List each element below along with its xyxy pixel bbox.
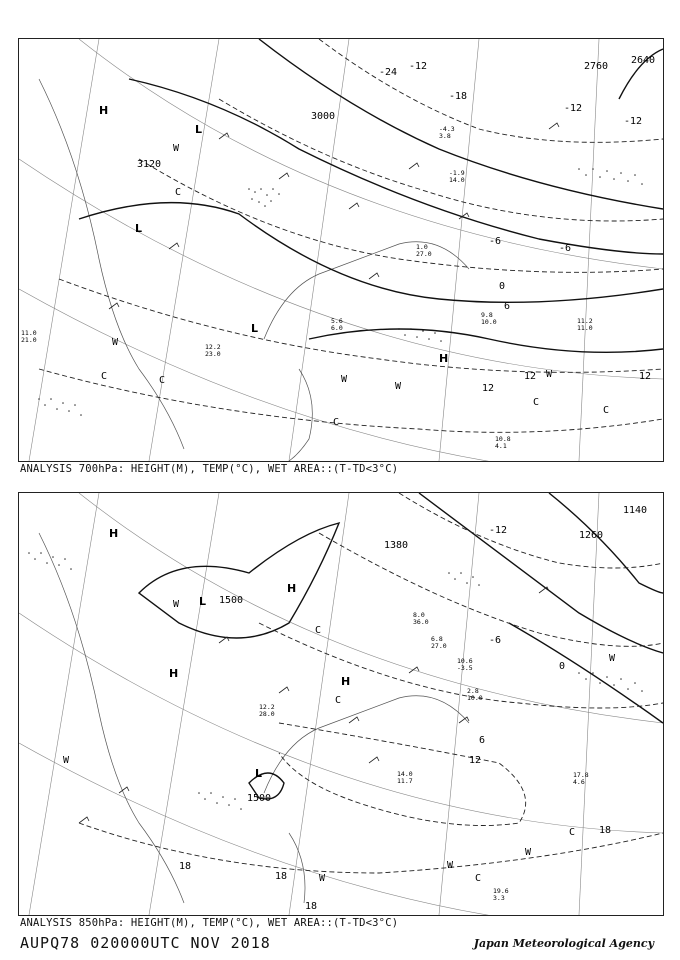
station-temp: 10.8 xyxy=(495,435,511,443)
low-center-label: L xyxy=(255,767,263,780)
temperature-label: 0 xyxy=(499,281,506,292)
wet-area-patch xyxy=(578,168,643,185)
coastlines xyxy=(39,533,469,903)
station-depression: 21.0 xyxy=(21,336,37,344)
temperature-label: 12 xyxy=(482,383,495,394)
panel-caption-850hpa: ANALYSIS 850hPa: HEIGHT(M), TEMP(°C), WET AREA::(T-TD<3°C) xyxy=(20,917,399,929)
chart-code-and-time: AUPQ78 020000UTC NOV 2018 xyxy=(20,934,271,952)
temperature-label: -12 xyxy=(489,525,508,536)
temperature-labels xyxy=(179,525,611,912)
wet-area-patch xyxy=(38,398,82,416)
temperature-label: -12 xyxy=(624,116,643,127)
warm-mark: W xyxy=(447,860,454,871)
panel-caption-700hpa: ANALYSIS 700hPa: HEIGHT(M), TEMP(°C), WET AREA::(T-TD<3°C) xyxy=(20,463,399,475)
station-temp: 8.0 xyxy=(413,611,425,619)
low-center-label: L xyxy=(199,595,207,608)
station-plot xyxy=(573,771,589,786)
station-depression: 3.8 xyxy=(439,132,451,140)
station-plot xyxy=(431,635,447,650)
station-plots xyxy=(259,611,589,902)
station-depression: 27.0 xyxy=(416,250,432,258)
warm-mark: W xyxy=(112,337,119,348)
cold-mark: C xyxy=(475,873,482,884)
station-temp: 12.2 xyxy=(259,703,275,711)
warm-mark: W xyxy=(63,755,70,766)
height-label: 1500 xyxy=(247,793,272,804)
temperature-label: 18 xyxy=(599,825,612,836)
height-label: 1260 xyxy=(579,530,604,541)
cold-mark: C xyxy=(159,375,166,386)
station-temp: 12.2 xyxy=(205,343,221,351)
map-panel-700hpa xyxy=(18,38,664,462)
station-depression: 4.6 xyxy=(573,778,585,786)
station-depression: 27.0 xyxy=(431,642,447,650)
station-depression: 11.7 xyxy=(397,777,413,785)
isotherms xyxy=(79,493,663,873)
coastlines xyxy=(39,79,469,461)
height-label: 1380 xyxy=(384,540,409,551)
station-depression: 6.0 xyxy=(331,324,343,332)
high-center-label: H xyxy=(99,104,109,117)
height-label: 3000 xyxy=(311,111,336,122)
height-label: 3120 xyxy=(137,159,162,170)
station-plot xyxy=(413,611,429,626)
station-temp: 1.0 xyxy=(416,243,428,251)
thermal-marks xyxy=(63,599,616,884)
cold-mark: C xyxy=(101,371,108,382)
station-depression: 36.0 xyxy=(413,618,429,626)
wet-area-patch xyxy=(448,572,480,586)
station-plot xyxy=(493,887,509,902)
station-plot xyxy=(416,243,432,258)
cold-mark: C xyxy=(533,397,540,408)
warm-mark: W xyxy=(341,374,348,385)
height-label: 1140 xyxy=(623,505,648,516)
low-center-label: L xyxy=(135,222,143,235)
cold-mark: C xyxy=(333,417,340,428)
station-plot xyxy=(457,657,473,672)
station-depression: 23.0 xyxy=(205,350,221,358)
station-depression: -3.5 xyxy=(457,664,473,672)
temperature-label: -18 xyxy=(449,91,468,102)
temperature-label: 18 xyxy=(179,861,192,872)
cold-mark: C xyxy=(569,827,576,838)
station-depression: 28.0 xyxy=(259,710,275,718)
station-depression: 14.0 xyxy=(449,176,465,184)
high-center-label: H xyxy=(341,675,351,688)
cold-mark: C xyxy=(335,695,342,706)
station-temp: 5.6 xyxy=(331,317,343,325)
height-contours xyxy=(79,39,663,352)
station-depression: 10.0 xyxy=(467,694,483,702)
map-canvas-850hpa xyxy=(19,493,663,915)
pressure-systems xyxy=(109,527,350,780)
station-depression: 4.1 xyxy=(495,442,507,450)
station-plot xyxy=(481,311,497,326)
warm-mark: W xyxy=(319,873,326,884)
station-depression: 10.0 xyxy=(481,318,497,326)
temperature-label: -6 xyxy=(489,236,502,247)
cold-mark: C xyxy=(175,187,182,198)
low-center-label: L xyxy=(195,123,203,136)
temperature-label: 6 xyxy=(504,301,511,312)
temperature-label: -6 xyxy=(559,243,572,254)
wet-area-patch xyxy=(198,792,242,810)
station-plot xyxy=(449,169,465,184)
temperature-label: 12 xyxy=(469,755,482,766)
agency-name: Japan Meteorological Agency xyxy=(473,937,654,950)
warm-mark: W xyxy=(173,599,180,610)
station-plot xyxy=(439,125,455,140)
warm-mark: W xyxy=(609,653,616,664)
high-center-label: H xyxy=(287,582,297,595)
station-plot xyxy=(495,435,511,450)
station-temp: -4.3 xyxy=(439,125,455,133)
station-depression: 3.3 xyxy=(493,894,505,902)
station-plot xyxy=(205,343,221,358)
height-label: 2640 xyxy=(631,55,656,66)
cold-mark: C xyxy=(603,405,610,416)
map-panel-850hpa xyxy=(18,492,664,916)
wet-area-patch xyxy=(248,188,280,207)
warm-mark: W xyxy=(395,381,402,392)
station-temp: 2.8 xyxy=(467,687,479,695)
cold-mark: C xyxy=(315,625,322,636)
wet-area-patch xyxy=(578,672,643,692)
station-plot xyxy=(397,770,413,785)
station-temp: 19.6 xyxy=(493,887,509,895)
warm-mark: W xyxy=(546,369,553,380)
temperature-label: -12 xyxy=(564,103,583,114)
station-temp: 14.0 xyxy=(397,770,413,778)
high-center-label: H xyxy=(109,527,119,540)
station-temp: 10.6 xyxy=(457,657,473,665)
temperature-label: -12 xyxy=(409,61,428,72)
station-temp: 9.8 xyxy=(481,311,493,319)
station-temp: 11.2 xyxy=(577,317,593,325)
station-plot xyxy=(577,317,593,332)
warm-mark: W xyxy=(173,143,180,154)
height-label: 1500 xyxy=(219,595,244,606)
station-temp: 6.8 xyxy=(431,635,443,643)
temperature-label: 0 xyxy=(559,661,566,672)
wind-barbs xyxy=(79,587,549,823)
pressure-systems xyxy=(99,104,448,365)
high-center-label: H xyxy=(439,352,449,365)
temperature-label: 18 xyxy=(305,901,318,912)
temperature-label: 6 xyxy=(479,735,486,746)
temperature-label: 18 xyxy=(275,871,288,882)
station-temp: -1.9 xyxy=(449,169,465,177)
station-temp: 11.0 xyxy=(21,329,37,337)
isotherms xyxy=(39,39,663,432)
high-center-label: H xyxy=(169,667,179,680)
map-canvas-700hpa xyxy=(19,39,663,461)
low-center-label: L xyxy=(251,322,259,335)
station-temp: 17.8 xyxy=(573,771,589,779)
temperature-label: 12 xyxy=(639,371,652,382)
station-plot xyxy=(259,703,275,718)
station-depression: 11.0 xyxy=(577,324,593,332)
warm-mark: W xyxy=(525,847,532,858)
station-plot xyxy=(331,317,343,332)
temperature-label: -6 xyxy=(489,635,502,646)
temperature-label: -24 xyxy=(379,67,398,78)
thermal-marks xyxy=(101,143,609,428)
height-label: 2760 xyxy=(584,61,609,72)
wet-area-patch xyxy=(28,552,72,570)
station-plot xyxy=(21,329,37,344)
temperature-label: 12 xyxy=(524,371,537,382)
